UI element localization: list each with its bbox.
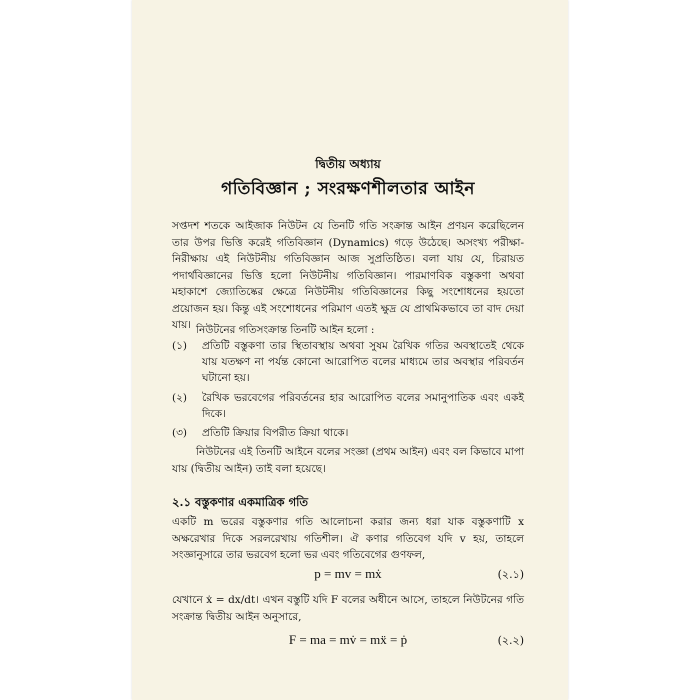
intro-paragraph: সপ্তদশ শতকে আইজাক নিউটন যে তিনটি গতি সংক্রান্ত আইন প্রণয়ন করেছিলেন তার উপর ভিত্তি করেই গতিবিজ্ঞান (Dynamics) গড়ে উঠেছে। অসংখ্য পরীক্ষা-নিরীক্ষায় এই নিউটনীয় গতিবিজ্ঞান আজ সুপ্রতিষ্ঠিত। বলা যায় যে, চিরায়ত পদার্থবিজ্ঞানের ভিত্তি হলো নিউটনীয় গতিবিজ্ঞান। পারমাণবিক বস্তুকণা অথবা মহাকাশে জ্যোতিষ্কের ক্ষেত্রে নিউটনীয় গতিবিজ্ঞানের কিছু সংশোধনের হয়তো প্রয়োজন হয়। কিন্তু এই সংশোধনের পরিমাণ এতই ক্ষুদ্র যে প্রাথমিকভাবে তা বাদ দেয়া যায়। — [172, 220, 524, 331]
law-item-3 — [172, 425, 524, 441]
page-content — [172, 0, 524, 700]
law-text: রৈখিক ভরবেগের পরিবর্তনের হার আরোপিত বলের সমানুপাতিক এবং একই দিকে। — [202, 392, 524, 420]
chapter-label: দ্বিতীয় অধ্যায় — [315, 157, 381, 171]
law-item-2 — [172, 390, 524, 422]
law-number: (১) — [172, 340, 188, 352]
equation-1 — [172, 566, 524, 582]
chapter-title: গতিবিজ্ঞান ; সংরক্ষণশীলতার আইন — [221, 179, 475, 199]
equation-2 — [172, 632, 524, 648]
equation-expression: F = ma = mv̇ = mẍ = ṗ — [288, 632, 408, 647]
equation-number: (২.১) — [497, 568, 524, 581]
laws-intro: নিউটনের গতিসংক্রান্ত তিনটি আইন হলো : — [196, 324, 375, 336]
law-text: প্রতিটি বস্তুকণা তার স্থিতাবস্থায় অথবা সুষম রৈখিক গতির অবস্থাতেই থেকে যায় যতক্ষণ না পর্যন্ত কোনো আরোপিত বলের মাধ্যমে তার অবস্থার পরিবর্তন ঘটানো হয়। — [202, 340, 524, 384]
after-laws-paragraph: নিউটনের এই তিনটি আইনে বলের সংজ্ঞা (প্রথম আইন) এবং বল কিভাবে মাপা যায় (দ্বিতীয় আইন) তাই বলা হয়েছে। — [172, 446, 524, 475]
equation-expression: p = mv = mẋ — [314, 566, 382, 581]
after-eq1-paragraph: যেখানে ẋ = dx/dt। এখন বস্তুটি যদি F বলের অধীনে আসে, তাহলে নিউটনের গতি সংক্রান্ত দ্বিতীয় আইন অনুসারে, — [172, 594, 524, 623]
law-number: (৩) — [172, 427, 188, 439]
law-text: প্রতিটি ক্রিয়ার বিপরীত ক্রিয়া থাকে। — [202, 427, 349, 439]
section-heading: ২.১ বস্তুকণার একমাত্রিক গতি — [172, 495, 309, 509]
law-item-1 — [172, 338, 524, 386]
law-number: (২) — [172, 392, 188, 404]
equation-number: (২.২) — [497, 634, 524, 647]
section-paragraph: একটি m ভরের বস্তুকণার গতি আলোচনা করার জন্য ধরা যাক বস্তুকণাটি x অক্ষরেখার দিকে সরলরেখায় গতিশীল। ঐ কণার গতিবেগ যদি v হয়, তাহলে সংজ্ঞানুসারে তার ভরবেগ হলো ভর এবং গতিবেগের গুণফল, — [172, 516, 524, 561]
